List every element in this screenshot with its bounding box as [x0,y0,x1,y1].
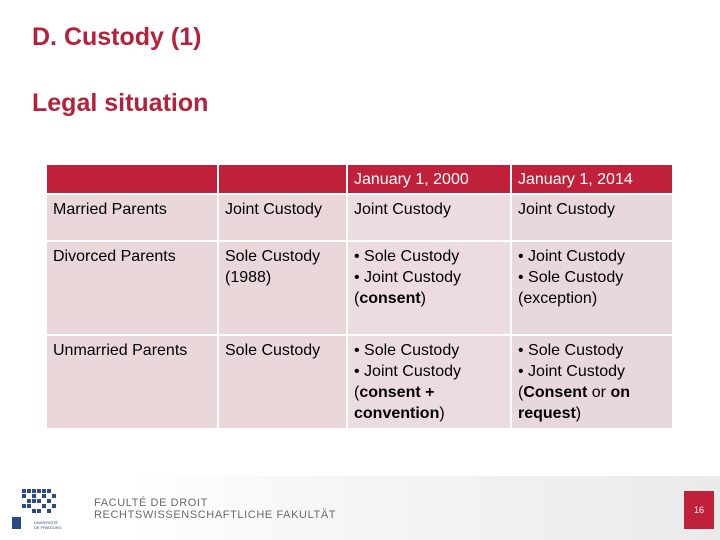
cell-text: ) [575,405,582,422]
cell-2014 [512,195,672,240]
table-row [47,336,672,428]
row-label: Married Parents [47,195,217,240]
footer-faculty-de: RECHTSWISSENSCHAFTLICHE FAKULTÄT [94,509,337,521]
cell-text: • Joint Custody [354,363,461,380]
cell-before: Sole Custody (1988) [219,242,346,334]
table-header-row [47,165,672,193]
cell-2000 [348,336,510,428]
cell-text: ( [354,384,360,401]
table-row [47,195,672,240]
cell-text: consent [359,290,421,307]
header-cell-empty-1 [47,165,217,193]
cell-text: • Sole Custody [354,342,460,359]
cell-before: Joint Custody [219,195,346,240]
slide-title: D. Custody (1) [32,23,202,51]
page-number: 16 [684,491,714,529]
cell-2014 [512,242,672,334]
cell-text: Consent [523,384,588,401]
table-row [47,242,672,334]
cell-text: (exception) [518,290,598,307]
row-label: Divorced Parents [47,242,217,334]
cell-2000 [348,242,510,334]
cell-text: ( [354,290,360,307]
cell-text: consent + convention [354,384,440,422]
cell-text: • Joint Custody [518,248,625,265]
university-logo-caption: UNIVERSITÉ DE FRIBOURG [34,520,62,530]
custody-table [45,163,674,430]
cell-text: ( [518,384,524,401]
cell-before: Sole Custody [219,336,346,428]
cell-text: • Joint Custody [518,363,625,380]
cell-text: Joint Custody [518,201,615,218]
cell-text: Joint Custody [354,201,451,218]
cell-text: or [587,384,611,401]
slide-subtitle: Legal situation [32,89,209,117]
header-cell-2014: January 1, 2014 [512,165,672,193]
cell-text: ) [420,290,426,307]
header-cell-empty-2 [219,165,346,193]
cell-2014 [512,336,672,428]
cell-text: on request [518,384,630,422]
cell-text: • Sole Custody [518,269,624,286]
cell-text: • Sole Custody [518,342,624,359]
cell-text: • Sole Custody [354,248,460,265]
footer-faculty-fr: FACULTÉ DE DROIT [94,497,208,509]
cell-text: ) [439,405,445,422]
header-cell-2000: January 1, 2000 [348,165,510,193]
cell-2000 [348,195,510,240]
cell-text: • Joint Custody [354,269,461,286]
row-label: Unmarried Parents [47,336,217,428]
